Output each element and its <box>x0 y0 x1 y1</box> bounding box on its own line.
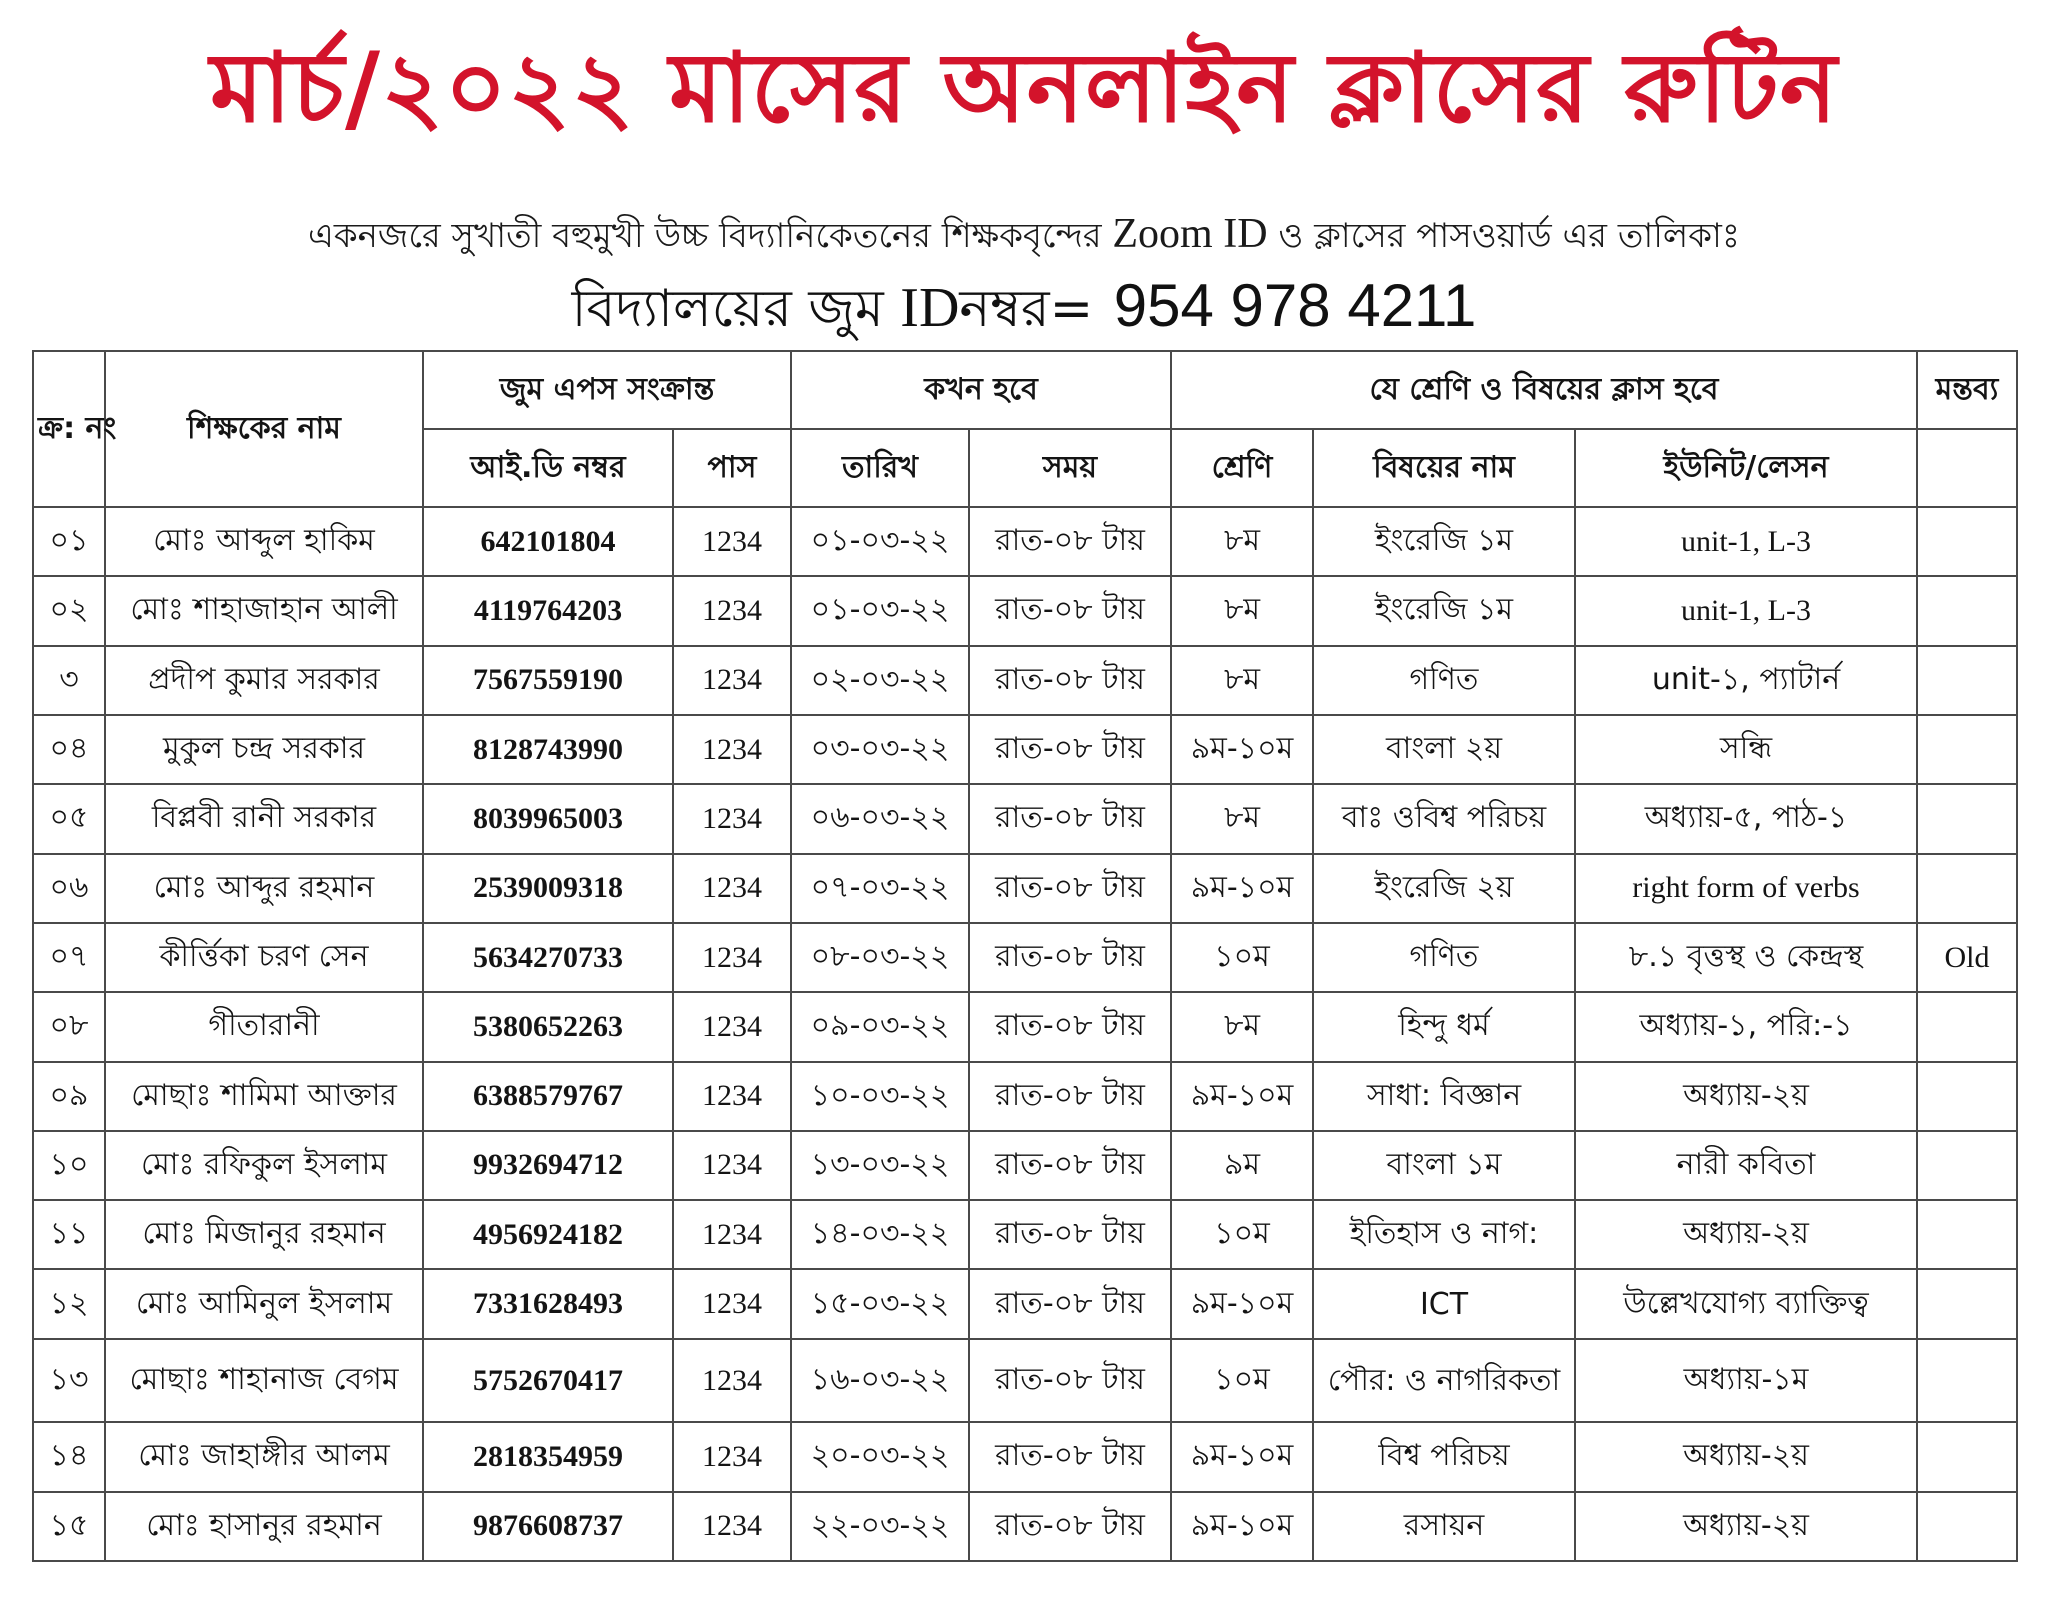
header-unit: ইউনিট/লেসন <box>1575 429 1917 507</box>
routine-body <box>33 507 2017 1561</box>
cell-date: ২২-০৩-২২ <box>791 1492 969 1561</box>
cell-class: ৮ম <box>1171 576 1313 645</box>
cell-date: ১৫-০৩-২২ <box>791 1269 969 1338</box>
cell-time: রাত-০৮ টায় <box>969 1269 1171 1338</box>
cell-zoom-id: 6388579767 <box>423 1062 673 1131</box>
cell-serial: ০৫ <box>33 784 105 853</box>
cell-unit: right form of verbs <box>1575 854 1917 923</box>
cell-zoom-id: 642101804 <box>423 507 673 576</box>
cell-serial: ০৪ <box>33 715 105 784</box>
page-title: মার্চ/২০২২ মাসের অনলাইন ক্লাসের রুটিন <box>210 31 1838 144</box>
cell-unit: অধ্যায়-১ম <box>1575 1339 1917 1423</box>
cell-subject: রসায়ন <box>1313 1492 1575 1561</box>
cell-remark <box>1917 646 2017 715</box>
cell-unit: অধ্যায়-১, পরি:-১ <box>1575 992 1917 1061</box>
table-row <box>33 576 2017 645</box>
cell-unit: অধ্যায়-২য় <box>1575 1492 1917 1561</box>
cell-pass: 1234 <box>673 992 791 1061</box>
table-row <box>33 646 2017 715</box>
cell-class: ৯ম-১০ম <box>1171 715 1313 784</box>
cell-zoom-id: 5380652263 <box>423 992 673 1061</box>
cell-remark <box>1917 1131 2017 1200</box>
cell-teacher-name: প্রদীপ কুমার সরকার <box>105 646 423 715</box>
cell-zoom-id: 5634270733 <box>423 923 673 992</box>
cell-remark <box>1917 1422 2017 1491</box>
cell-serial: ০৮ <box>33 992 105 1061</box>
cell-date: ০৭-০৩-২২ <box>791 854 969 923</box>
cell-serial: ০১ <box>33 507 105 576</box>
cell-teacher-name: মোঃ আব্দুর রহমান <box>105 854 423 923</box>
cell-zoom-id: 8039965003 <box>423 784 673 853</box>
cell-subject: বাঃ ওবিশ্ব পরিচয় <box>1313 784 1575 853</box>
cell-serial: ১১ <box>33 1200 105 1269</box>
cell-subject: ইংরেজি ২য় <box>1313 854 1575 923</box>
header-row-1 <box>33 351 2017 429</box>
cell-subject: পৌর: ও নাগরিকতা <box>1313 1339 1575 1423</box>
cell-pass: 1234 <box>673 854 791 923</box>
cell-serial: ০২ <box>33 576 105 645</box>
cell-remark <box>1917 1339 2017 1423</box>
cell-zoom-id: 9932694712 <box>423 1131 673 1200</box>
cell-remark <box>1917 1492 2017 1561</box>
cell-date: ০২-০৩-২২ <box>791 646 969 715</box>
header-id-number: আই.ডি নম্বর <box>423 429 673 507</box>
cell-serial: ০৭ <box>33 923 105 992</box>
cell-date: ২০-০৩-২২ <box>791 1422 969 1491</box>
cell-remark <box>1917 507 2017 576</box>
cell-remark <box>1917 715 2017 784</box>
table-row <box>33 992 2017 1061</box>
cell-unit: অধ্যায়-৫, পাঠ-১ <box>1575 784 1917 853</box>
header-remark: মন্তব্য <box>1917 351 2017 429</box>
cell-time: রাত-০৮ টায় <box>969 923 1171 992</box>
cell-teacher-name: মোঃ রফিকুল ইসলাম <box>105 1131 423 1200</box>
cell-date: ১৩-০৩-২২ <box>791 1131 969 1200</box>
cell-pass: 1234 <box>673 1131 791 1200</box>
table-row <box>33 507 2017 576</box>
cell-class: ৯ম-১০ম <box>1171 1422 1313 1491</box>
cell-pass: 1234 <box>673 1492 791 1561</box>
cell-time: রাত-০৮ টায় <box>969 854 1171 923</box>
header-remark-blank <box>1917 429 2017 507</box>
cell-subject: হিন্দু ধর্ম <box>1313 992 1575 1061</box>
cell-teacher-name: মোঃ হাসানুর রহমান <box>105 1492 423 1561</box>
cell-teacher-name: মোঃ আব্দুল হাকিম <box>105 507 423 576</box>
cell-unit: unit-1, L-3 <box>1575 576 1917 645</box>
cell-remark: Old <box>1917 923 2017 992</box>
cell-class: ৯ম-১০ম <box>1171 854 1313 923</box>
school-id-label-suffix: নম্বর= <box>959 279 1094 339</box>
cell-time: রাত-০৮ টায় <box>969 1062 1171 1131</box>
cell-subject: ইতিহাস ও নাগ: <box>1313 1200 1575 1269</box>
cell-class: ৯ম <box>1171 1131 1313 1200</box>
cell-zoom-id: 4956924182 <box>423 1200 673 1269</box>
cell-serial: ১২ <box>33 1269 105 1338</box>
cell-unit: নারী কবিতা <box>1575 1131 1917 1200</box>
subtitle-text-after: ও ক্লাসের পাসওয়ার্ড এর তালিকাঃ <box>1278 216 1741 256</box>
cell-subject: ইংরেজি ১ম <box>1313 576 1575 645</box>
cell-unit: অধ্যায়-২য় <box>1575 1422 1917 1491</box>
cell-pass: 1234 <box>673 1339 791 1423</box>
cell-time: রাত-০৮ টায় <box>969 1131 1171 1200</box>
cell-remark <box>1917 854 2017 923</box>
cell-pass: 1234 <box>673 507 791 576</box>
cell-date: ০৯-০৩-২২ <box>791 992 969 1061</box>
cell-zoom-id: 7567559190 <box>423 646 673 715</box>
cell-zoom-id: 2818354959 <box>423 1422 673 1491</box>
cell-date: ০৬-০৩-২২ <box>791 784 969 853</box>
cell-serial: ৩ <box>33 646 105 715</box>
cell-class: ৮ম <box>1171 784 1313 853</box>
cell-time: রাত-০৮ টায় <box>969 507 1171 576</box>
cell-class: ১০ম <box>1171 1200 1313 1269</box>
table-row <box>33 1492 2017 1561</box>
cell-pass: 1234 <box>673 784 791 853</box>
subtitle <box>0 208 2048 262</box>
header-class: শ্রেণি <box>1171 429 1313 507</box>
cell-subject: গণিত <box>1313 923 1575 992</box>
cell-class: ৮ম <box>1171 646 1313 715</box>
header-pass: পাস <box>673 429 791 507</box>
cell-subject: বিশ্ব পরিচয় <box>1313 1422 1575 1491</box>
cell-time: রাত-০৮ টায় <box>969 1492 1171 1561</box>
cell-teacher-name: মোঃ শাহাজাহান আলী <box>105 576 423 645</box>
cell-pass: 1234 <box>673 1269 791 1338</box>
cell-teacher-name: গীতারানী <box>105 992 423 1061</box>
cell-zoom-id: 4119764203 <box>423 576 673 645</box>
table-row <box>33 1422 2017 1491</box>
table-row <box>33 1269 2017 1338</box>
cell-serial: ১৫ <box>33 1492 105 1561</box>
table-row <box>33 1062 2017 1131</box>
header-date: তারিখ <box>791 429 969 507</box>
cell-unit: সন্ধি <box>1575 715 1917 784</box>
cell-unit: উল্লেখযোগ্য ব্যাক্তিত্ব <box>1575 1269 1917 1338</box>
cell-pass: 1234 <box>673 1062 791 1131</box>
table-row <box>33 1339 2017 1423</box>
cell-date: ১০-০৩-২২ <box>791 1062 969 1131</box>
cell-time: রাত-০৮ টায় <box>969 784 1171 853</box>
cell-subject: সাধা: বিজ্ঞান <box>1313 1062 1575 1131</box>
cell-date: ০৮-০৩-২২ <box>791 923 969 992</box>
cell-class: ১০ম <box>1171 923 1313 992</box>
header-zoom-group: জুম এপস সংক্রান্ত <box>423 351 791 429</box>
cell-zoom-id: 8128743990 <box>423 715 673 784</box>
cell-remark <box>1917 1062 2017 1131</box>
cell-time: রাত-০৮ টায় <box>969 715 1171 784</box>
cell-remark <box>1917 992 2017 1061</box>
header-class-group: যে শ্রেণি ও বিষয়ের ক্লাস হবে <box>1171 351 1917 429</box>
cell-class: ৯ম-১০ম <box>1171 1062 1313 1131</box>
cell-zoom-id: 7331628493 <box>423 1269 673 1338</box>
cell-remark <box>1917 1200 2017 1269</box>
header-subject: বিষয়ের নাম <box>1313 429 1575 507</box>
cell-unit: অধ্যায়-২য় <box>1575 1062 1917 1131</box>
cell-time: রাত-০৮ টায় <box>969 1339 1171 1423</box>
routine-table <box>32 350 2018 1562</box>
table-row <box>33 1200 2017 1269</box>
cell-serial: ১৪ <box>33 1422 105 1491</box>
cell-zoom-id: 5752670417 <box>423 1339 673 1423</box>
cell-subject: ICT <box>1313 1269 1575 1338</box>
cell-subject: গণিত <box>1313 646 1575 715</box>
cell-pass: 1234 <box>673 1422 791 1491</box>
cell-subject: বাংলা ২য় <box>1313 715 1575 784</box>
table-row <box>33 784 2017 853</box>
school-zoom-id-line <box>0 268 2048 347</box>
cell-teacher-name: মুকুল চন্দ্র সরকার <box>105 715 423 784</box>
cell-time: রাত-০৮ টায় <box>969 1422 1171 1491</box>
cell-date: ০১-০৩-২২ <box>791 576 969 645</box>
cell-serial: ০৯ <box>33 1062 105 1131</box>
cell-pass: 1234 <box>673 715 791 784</box>
header-when-group: কখন হবে <box>791 351 1171 429</box>
cell-time: রাত-০৮ টায় <box>969 1200 1171 1269</box>
cell-unit: ৮.১ বৃত্তস্থ ও কেন্দ্রস্থ <box>1575 923 1917 992</box>
school-id-label: বিদ্যালয়ের জুম <box>571 279 884 339</box>
table-row <box>33 1131 2017 1200</box>
cell-remark <box>1917 576 2017 645</box>
cell-pass: 1234 <box>673 1200 791 1269</box>
header-time: সময় <box>969 429 1171 507</box>
cell-serial: ০৬ <box>33 854 105 923</box>
cell-class: ৯ম-১০ম <box>1171 1492 1313 1561</box>
school-id-number: 954 978 4211 <box>1113 272 1477 339</box>
cell-unit: unit-1, L-3 <box>1575 507 1917 576</box>
cell-pass: 1234 <box>673 923 791 992</box>
cell-teacher-name: মোঃ জাহাঙ্গীর আলম <box>105 1422 423 1491</box>
cell-date: ০১-০৩-২২ <box>791 507 969 576</box>
header-teacher-name: শিক্ষকের নাম <box>105 351 423 507</box>
cell-class: ৯ম-১০ম <box>1171 1269 1313 1338</box>
cell-teacher-name: কীর্ত্তিকা চরণ সেন <box>105 923 423 992</box>
cell-class: ৮ম <box>1171 992 1313 1061</box>
header-serial: ক্র: নং <box>33 351 105 507</box>
table-row <box>33 854 2017 923</box>
cell-teacher-name: মোছাঃ শামিমা আক্তার <box>105 1062 423 1131</box>
cell-class: ৮ম <box>1171 507 1313 576</box>
subtitle-zoom-id: Zoom ID <box>1112 211 1268 257</box>
cell-subject: ইংরেজি ১ম <box>1313 507 1575 576</box>
cell-date: ০৩-০৩-২২ <box>791 715 969 784</box>
subtitle-text-before: একনজরে সুখাতী বহুমুখী উচ্চ বিদ্যানিকেতনের শিক্ষকবৃন্দের <box>307 216 1102 256</box>
table-row <box>33 923 2017 992</box>
cell-serial: ১০ <box>33 1131 105 1200</box>
cell-zoom-id: 2539009318 <box>423 854 673 923</box>
cell-pass: 1234 <box>673 576 791 645</box>
cell-teacher-name: বিপ্লবী রানী সরকার <box>105 784 423 853</box>
cell-remark <box>1917 784 2017 853</box>
cell-date: ১৬-০৩-২২ <box>791 1339 969 1423</box>
cell-teacher-name: মোছাঃ শাহানাজ বেগম <box>105 1339 423 1423</box>
cell-time: রাত-০৮ টায় <box>969 646 1171 715</box>
cell-unit: অধ্যায়-২য় <box>1575 1200 1917 1269</box>
cell-serial: ১৩ <box>33 1339 105 1423</box>
cell-subject: বাংলা ১ম <box>1313 1131 1575 1200</box>
cell-teacher-name: মোঃ আমিনুল ইসলাম <box>105 1269 423 1338</box>
cell-date: ১৪-০৩-২২ <box>791 1200 969 1269</box>
cell-unit: unit-১, প্যাটার্ন <box>1575 646 1917 715</box>
cell-teacher-name: মোঃ মিজানুর রহমান <box>105 1200 423 1269</box>
cell-time: রাত-০৮ টায় <box>969 576 1171 645</box>
cell-remark <box>1917 1269 2017 1338</box>
cell-class: ১০ম <box>1171 1339 1313 1423</box>
cell-zoom-id: 9876608737 <box>423 1492 673 1561</box>
table-row <box>33 715 2017 784</box>
cell-time: রাত-০৮ টায় <box>969 992 1171 1061</box>
cell-pass: 1234 <box>673 646 791 715</box>
school-id-label-id: ID <box>900 277 960 339</box>
